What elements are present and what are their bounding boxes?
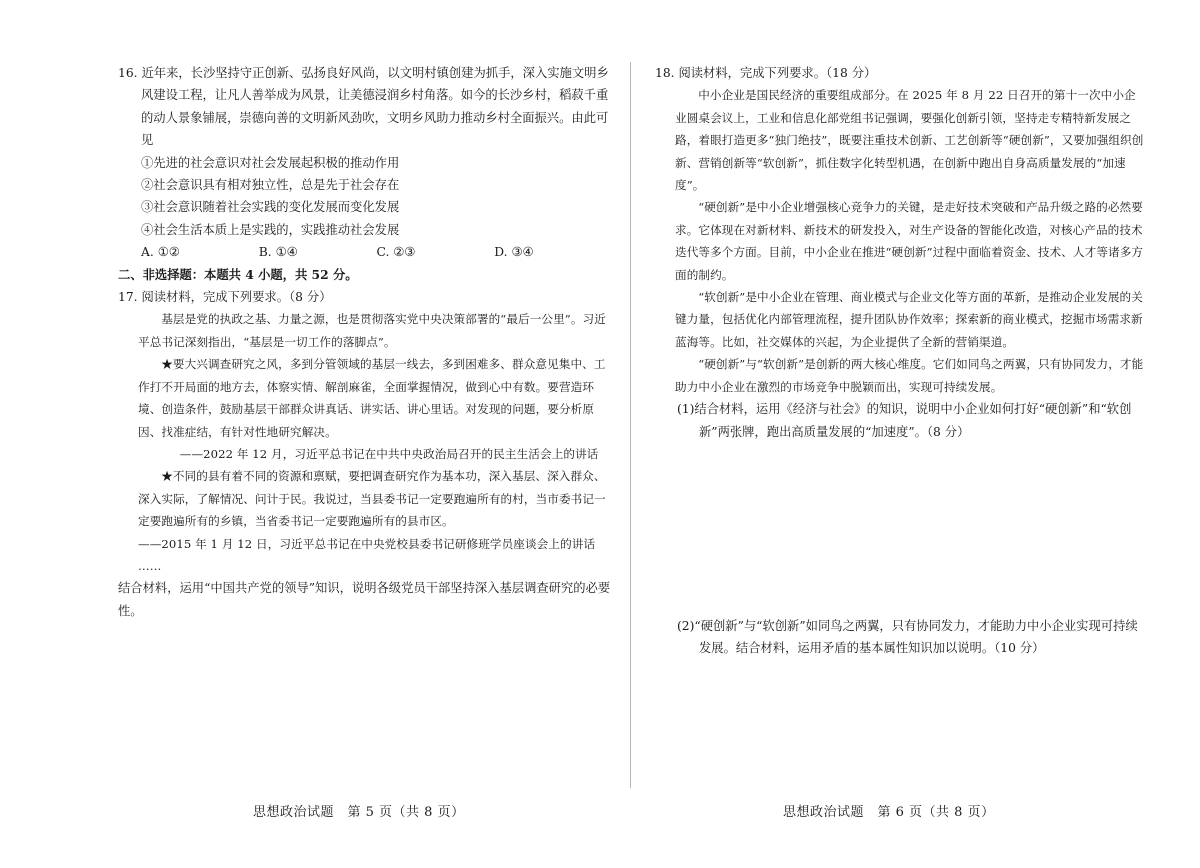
q16-choice-b: B. ①④ (258, 245, 298, 260)
q17-source-1: ——2022 年 12 月，习近平总书记在中共中央政治局召开的民主生活会上的讲话 (179, 446, 599, 461)
q18-material-3: “软创新”是中小企业在管理、商业模式与企业文化等方面的革新，是推动企业发展的关键力量，包括优化内部管理流程，提升团队协作效率；探索新的商业模式，挖掘市场需求新蓝海等。比如，社交媒体的兴起，为企业提供了全新的营销渠道。 (675, 290, 1143, 349)
q16-choices (118, 241, 612, 263)
q17-material-intro: 基层是党的执政之基、力量之源，也是贯彻落实党中央决策部署的“最后一公里”。习近平总书记深刻指出，“基层是一切工作的落脚点”。 (138, 312, 606, 349)
q17-stem: 17. 阅读材料，完成下列要求。（8 分） (118, 290, 332, 305)
footer-page-5: 思想政治试题 第 5 页（共 8 页） (253, 805, 465, 820)
q17-quote-1: ★要大兴调查研究之风，多到分管领域的基层一线去，多到困难多、群众意见集中、工作打不开局面的地方去，体察实情、解剖麻雀，全面掌握情况，做到心中有数。要营造环境、创造条件，鼓励基层干部群众讲真话、讲实话、讲心里话。对发现的问题，要分析原因、找准症结，有针对性地研究解决。 (138, 357, 606, 439)
q16-stem: 16. 近年来，长沙坚持守正创新、弘扬良好风尚，以文明村镇创建为抓手，深入实施文明乡风建设工程，让凡人善举成为风景，让美德浸润乡村角落。如今的长沙乡村，稻菽千重的动人景象铺展，崇德向善的文明新风劲吹，文明乡风助力推动乡村全面振兴。由此可见 (118, 66, 609, 148)
q16-option-3: ③社会意识随着社会实践的变化发展而变化发展 (141, 200, 400, 215)
q16-choice-c: C. ②③ (376, 245, 416, 260)
q17-source-2: ——2015 年 1 月 12 日，习近平总书记在中央党校县委书记研修班学员座谈会上的讲话 (138, 536, 596, 551)
q18-stem: 18. 阅读材料，完成下列要求。（18 分） (655, 66, 877, 80)
q18-material (655, 84, 1145, 398)
q16-option-1: ①先进的社会意识对社会发展起积极的推动作用 (141, 155, 400, 170)
q17-question: 结合材料，运用“中国共产党的领导”知识，说明各级党员干部坚持深入基层调查研究的必要性。 (118, 581, 611, 618)
left-page (118, 62, 612, 622)
q16-choice-a: A. ①② (141, 245, 180, 260)
footer-page-6: 思想政治试题 第 6 页（共 8 页） (783, 805, 995, 820)
q16-option-2: ②社会意识具有相对独立性，总是先于社会存在 (141, 178, 400, 193)
answer-space-1 (655, 443, 1145, 615)
right-page (655, 62, 1145, 660)
q18-sub-question-2: (2)“硬创新”与“软创新”如同鸟之两翼，只有协同发力，才能助力中小企业实现可持续发展。结合材料，运用矛盾的基本属性知识加以说明。（10 分） (677, 618, 1138, 656)
q16-option-4: ④社会生活本质上是实践的，实践推动社会发展 (141, 222, 400, 237)
q16-choice-d: D. ③④ (494, 245, 534, 260)
q18-material-4: “硬创新”与“软创新”是创新的两大核心维度。它们如同鸟之两翼，只有协同发力，才能助力中小企业在激烈的市场竞争中脱颖而出，实现可持续发展。 (675, 357, 1144, 394)
q17-material (118, 308, 612, 577)
q18-material-2: “硬创新”是中小企业增强核心竞争力的关键，是走好技术突破和产品升级之路的必然要求。它体现在对新材料、新技术的研发投入，对生产设备的智能化改造，对核心产品的技术迭代等多个方面。目前，中小企业在推进“硬创新”过程中面临着资金、技术、人才等诸多方面的制约。 (675, 200, 1144, 282)
section-header: 二、非选择题：本题共 4 小题，共 52 分。 (118, 266, 358, 282)
q18-material-1: 中小企业是国民经济的重要组成部分。在 2025 年 8 月 22 日召开的第十一次中小企业圆桌会议上，工业和信息化部党组书记强调，要强化创新引领，坚持走专精特新发展之路，着眼打造更多“独门绝技”，既要注重技术创新、工艺创新等“硬创新”，又要加强组织创新、营销创新等“软创新”，抓住数字化转型机遇，在创新中跑出自身高质量发展的“加速度”。 (675, 88, 1144, 193)
q17-ellipsis: …… (138, 558, 162, 573)
page-divider (630, 62, 631, 788)
q18-sub-question-1: (1)结合材料，运用《经济与社会》的知识，说明中小企业如何打好“硬创新”和“软创新”两张牌，跑出高质量发展的“加速度”。（8 分） (677, 402, 1132, 439)
q17-quote-2: ★不同的县有着不同的资源和禀赋，要把调查研究作为基本功，深入基层、深入群众、深入实际，了解情况、问计于民。我说过，当县委书记一定要跑遍所有的村，当市委书记一定要跑遍所有的乡镇，当省委书记一定要跑遍所有的县市区。 (138, 469, 606, 529)
